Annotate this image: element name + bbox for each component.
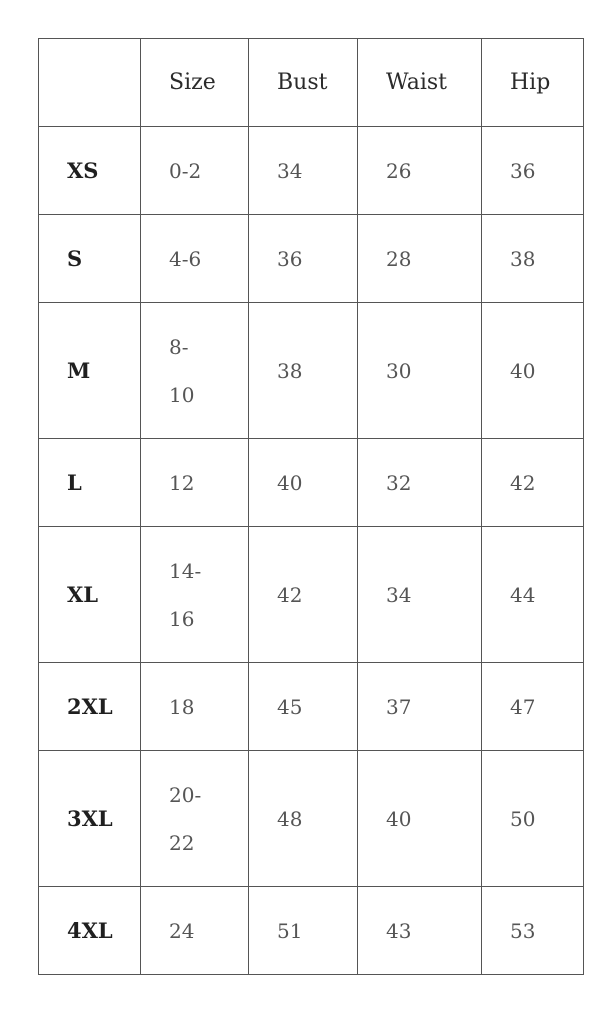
bust-cell: 48 [249,751,358,887]
waist-cell: 26 [358,127,482,215]
bust-cell: 51 [249,887,358,975]
bust-cell: 36 [249,215,358,303]
size-value-line-2: 10 [169,382,195,407]
row-label: 3XL [39,751,141,887]
size-value: 18 [169,694,195,719]
table-row [39,527,584,663]
row-label: L [39,439,141,527]
bust-cell: 34 [249,127,358,215]
waist-cell: 28 [358,215,482,303]
size-value: 24 [169,918,195,943]
waist-cell: 43 [358,887,482,975]
waist-cell: 34 [358,527,482,663]
hip-cell: 36 [482,127,584,215]
row-label: M [39,303,141,439]
row-label: S [39,215,141,303]
row-label: XL [39,527,141,663]
size-cell [141,527,249,663]
header-corner [39,39,141,127]
bust-cell: 38 [249,303,358,439]
waist-cell: 32 [358,439,482,527]
table-header-row [39,39,584,127]
table-row [39,751,584,887]
size-cell [141,887,249,975]
size-cell [141,215,249,303]
size-value-line-2: 16 [169,606,195,631]
hip-cell: 44 [482,527,584,663]
table-row [39,887,584,975]
size-value-line-2: 22 [169,830,195,855]
waist-cell: 40 [358,751,482,887]
hip-cell: 50 [482,751,584,887]
size-value: 12 [169,470,195,495]
header-bust: Bust [249,39,358,127]
size-chart-table [38,38,584,975]
hip-cell: 42 [482,439,584,527]
table-row [39,663,584,751]
hip-cell: 47 [482,663,584,751]
bust-cell: 40 [249,439,358,527]
hip-cell: 40 [482,303,584,439]
waist-cell: 37 [358,663,482,751]
size-cell [141,751,249,887]
size-value: 0-2 [169,158,202,183]
header-hip: Hip [482,39,584,127]
size-value-line-1: 8- [169,334,189,359]
header-size: Size [141,39,249,127]
size-cell [141,439,249,527]
size-value-line-1: 14- [169,558,202,583]
bust-cell: 42 [249,527,358,663]
size-value-line-1: 20- [169,782,202,807]
row-label: XS [39,127,141,215]
waist-cell: 30 [358,303,482,439]
row-label: 2XL [39,663,141,751]
table-row [39,303,584,439]
header-waist: Waist [358,39,482,127]
table-row [39,439,584,527]
row-label: 4XL [39,887,141,975]
bust-cell: 45 [249,663,358,751]
size-value: 4-6 [169,246,202,271]
table-row [39,127,584,215]
size-cell [141,127,249,215]
size-cell [141,303,249,439]
table-row [39,215,584,303]
size-cell [141,663,249,751]
hip-cell: 38 [482,215,584,303]
hip-cell: 53 [482,887,584,975]
